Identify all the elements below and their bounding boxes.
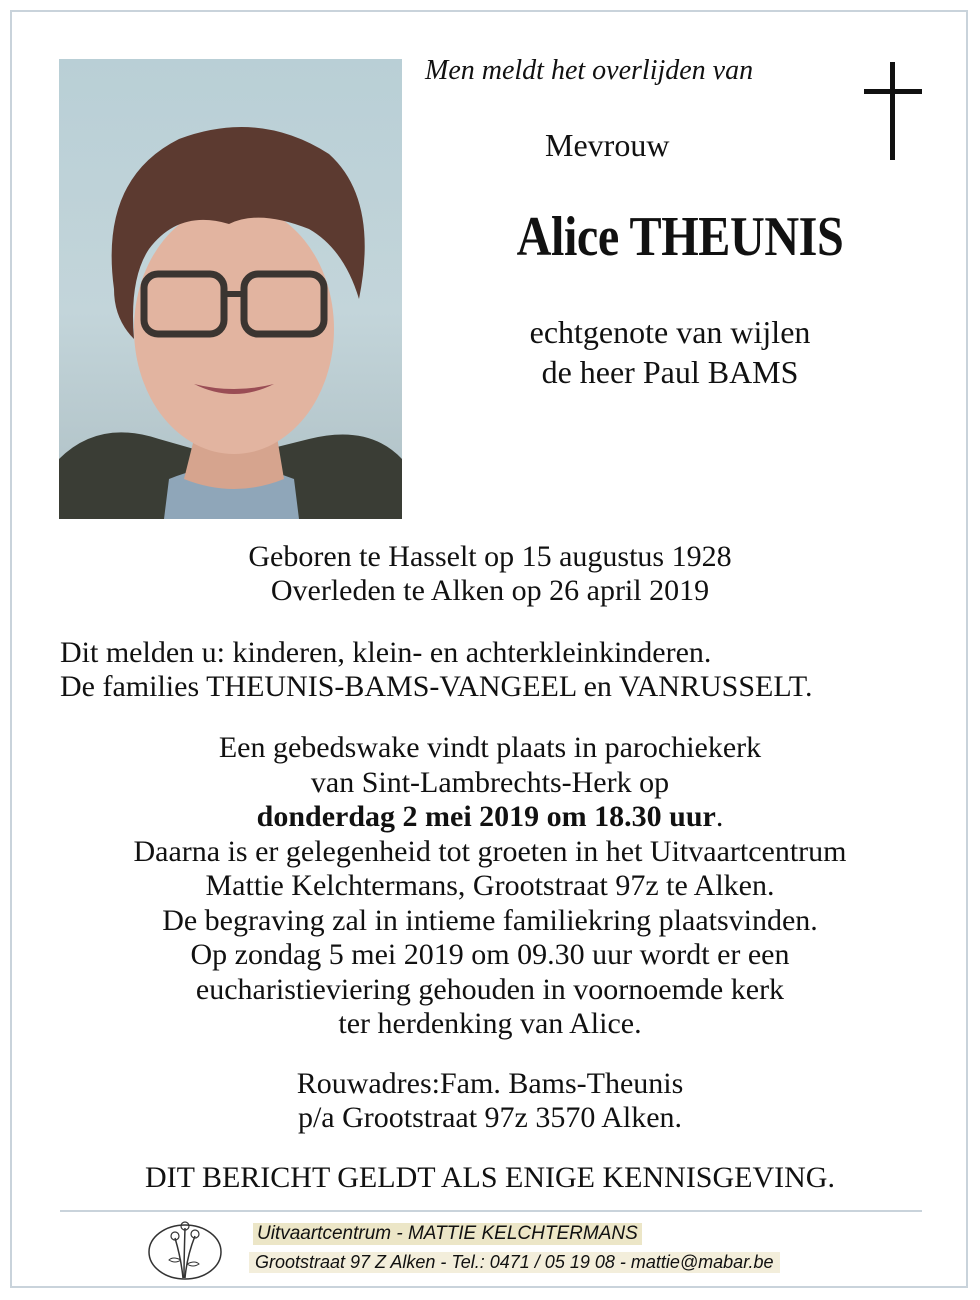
- address-line-1: Rouwadres:Fam. Bams-Theunis: [296, 1067, 684, 1100]
- service-line-1: Een gebedswake vindt plaats in parochiekerk: [218, 731, 762, 764]
- spouse-info: [420, 312, 920, 392]
- mourning-address: [0, 1067, 980, 1135]
- service-line-2: van Sint-Lambrechts-Herk op: [310, 765, 670, 799]
- spouse-line-1: echtgenote van wijlen: [529, 314, 811, 350]
- family-line-1: Dit melden u: kinderen, klein- en achterkleinkinderen.: [60, 636, 712, 669]
- service-line-9: ter herdenking van Alice.: [338, 1007, 642, 1040]
- birth-line: Geboren te Hasselt op 15 augustus 1928: [248, 540, 732, 573]
- service-line-6: De begraving zal in intieme familiekring plaatsvinden.: [162, 903, 818, 937]
- service-line-5: Mattie Kelchtermans, Grootstraat 97z te Alken.: [205, 869, 775, 902]
- portrait-photo: [59, 59, 402, 519]
- life-dates: [0, 540, 980, 608]
- footer-divider: [60, 1210, 922, 1212]
- service-line-8: eucharistieviering gehouden in voornoemde kerk: [195, 972, 785, 1006]
- deceased-name: Alice THEUNIS: [516, 206, 844, 268]
- death-line: Overleden te Alken op 26 april 2019: [270, 574, 710, 607]
- service-details: [0, 731, 980, 1042]
- cross-icon: [864, 62, 922, 160]
- address-line-2: p/a Grootstraat 97z 3570 Alken.: [297, 1101, 683, 1134]
- spouse-line-2: de heer Paul BAMS: [541, 354, 799, 390]
- funeral-home-contact: Grootstraat 97 Z Alken - Tel.: 0471 / 05 19 08 - mattie@mabar.be: [249, 1252, 780, 1273]
- closing-notice: DIT BERICHT GELDT ALS ENIGE KENNISGEVING.: [145, 1161, 835, 1194]
- family-line-2: De families THEUNIS-BAMS-VANGEEL en VANRUSSELT.: [60, 670, 813, 703]
- flower-logo-icon: [145, 1218, 230, 1282]
- family-announcement: [60, 636, 960, 704]
- service-date-end: .: [715, 800, 724, 833]
- service-date: donderdag 2 mei 2019 om 18.30 uur: [256, 800, 716, 833]
- service-line-7: Op zondag 5 mei 2019 om 09.30 uur wordt er een: [190, 938, 790, 971]
- service-date-line: [0, 800, 980, 835]
- funeral-home-name: Uitvaartcentrum - MATTIE KELCHTERMANS: [253, 1223, 642, 1245]
- honorific: Mevrouw: [545, 127, 670, 163]
- service-line-4: Daarna is er gelegenheid tot groeten in het Uitvaartcentrum: [133, 834, 847, 868]
- funeral-home-footer: [145, 1218, 845, 1282]
- intro-text: Men meldt het overlijden van: [425, 55, 754, 86]
